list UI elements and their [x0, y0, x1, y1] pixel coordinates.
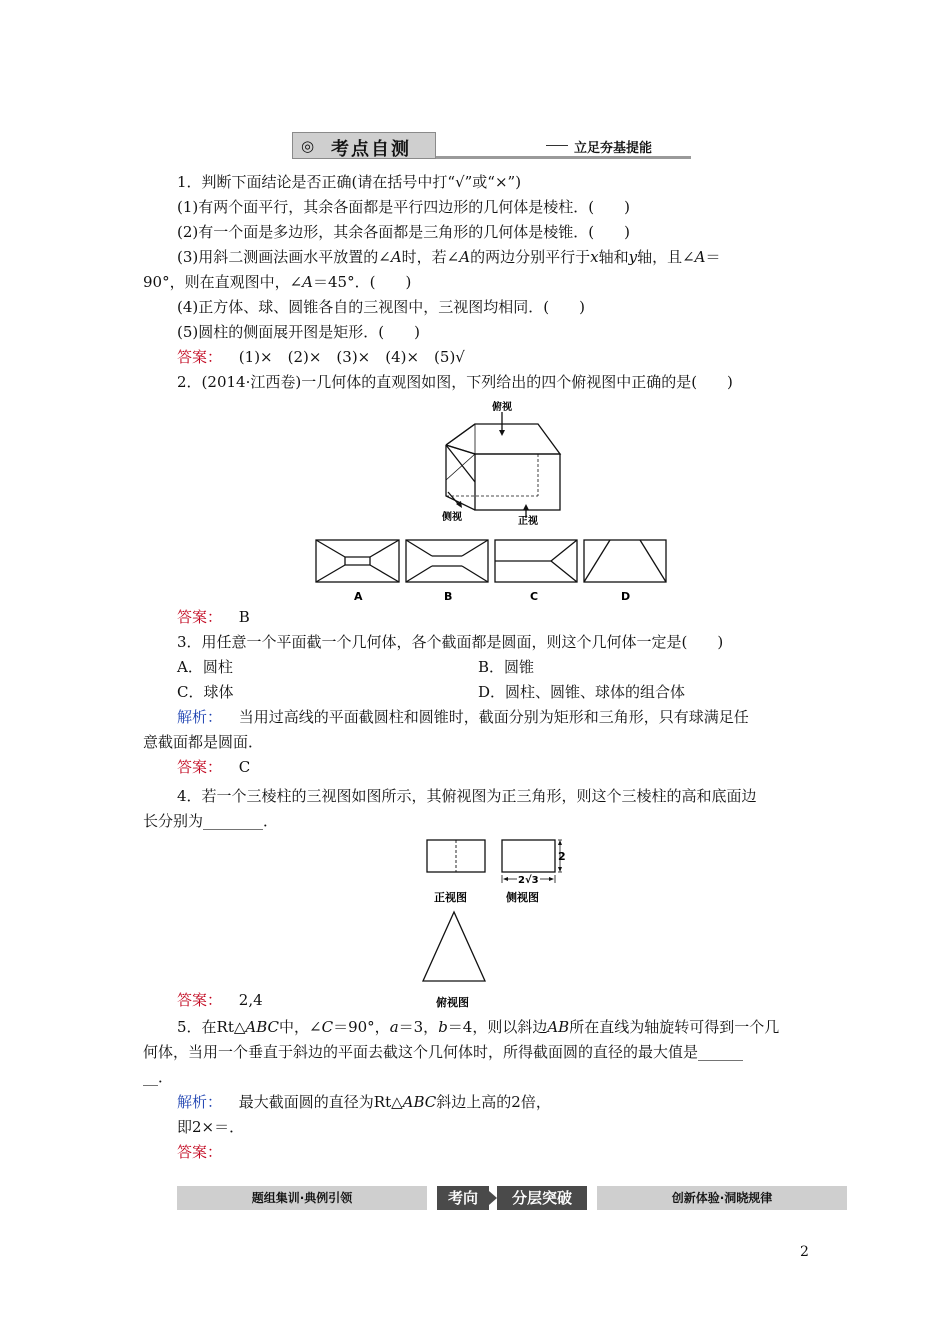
- front-view-label: 正视图: [434, 891, 467, 904]
- q2-stem: 2．(2014·江西卷)一几何体的直观图如图，下列给出的四个俯视图中正确的是( ): [177, 373, 733, 391]
- q4-stem-line-1: 4．若一个三棱柱的三视图如图所示，其俯视图为正三角形，则这个三棱柱的高和底面边: [177, 787, 757, 805]
- option-d-label: D: [621, 590, 631, 603]
- width-label: 2√3: [518, 875, 539, 886]
- fig-label-side: 侧视: [442, 512, 462, 523]
- q3-option-a: A．圆柱: [177, 658, 233, 676]
- double-circle-icon: ◎: [301, 137, 315, 155]
- q1-item-2: (2)有一个面是多边形，其余各面都是三角形的几何体是棱锥．( ): [177, 223, 630, 241]
- q3-analysis-line-2: 意截面都是圆面．: [143, 733, 264, 751]
- q1-stem: 1．判断下面结论是否正确(请在括号中打“√”或“×”): [177, 173, 522, 191]
- footer-tab-left: 题组集训·典例引领: [177, 1186, 427, 1210]
- banner-title-box: [292, 132, 436, 159]
- q3-analysis-text: 当用过高线的平面截圆柱和圆锥时，截面分别为矩形和三角形，只有球满足任: [238, 708, 749, 726]
- q1-item-3-line-2: 90°，则在直观图中，∠A＝45°．( ): [143, 273, 412, 291]
- q5-answer-row: [177, 1142, 222, 1162]
- q2-solid-figure: [420, 400, 570, 526]
- q3-option-c: C．球体: [177, 683, 234, 701]
- q2-answer-row: [177, 607, 250, 627]
- q5-stem-line-2: 何体，当用一个垂直于斜边的平面去截这个几何体时，所得截面圆的直径的最大值是______: [143, 1043, 744, 1061]
- q3-answer-row: [177, 757, 250, 777]
- answer-label: 答案：: [177, 608, 223, 626]
- q1-answer: (1)× (2)× (3)× (4)× (5)√: [238, 348, 465, 366]
- q1-item-5: (5)圆柱的侧面展开图是矩形．( ): [177, 323, 420, 341]
- footer-tab-mid-2: 分层突破: [497, 1186, 587, 1210]
- q5-stem-line-3: __．: [143, 1068, 174, 1086]
- answer-label: 答案：: [177, 348, 223, 366]
- q3-option-d: D．圆柱、圆锥、球体的组合体: [478, 683, 686, 701]
- top-view-label: 俯视图: [436, 996, 469, 1009]
- q3-answer: C: [238, 758, 251, 776]
- q1-item-1: (1)有两个面平行，其余各面都是平行四边形的几何体是棱柱．( ): [177, 198, 630, 216]
- q1-item-4: (4)正方体、球、圆锥各自的三视图中，三视图均相同．( ): [177, 298, 585, 316]
- q5-analysis-line-2: 即2×＝．: [177, 1118, 245, 1136]
- top-view-triangle: [423, 912, 485, 981]
- q5-analysis-text: 最大截面圆的直径为Rt△ABC斜边上高的2倍，: [238, 1093, 551, 1111]
- q5-analysis-row: [177, 1092, 551, 1112]
- banner-dash: [546, 145, 568, 146]
- q4-stem-line-2: 长分别为________．: [143, 812, 279, 830]
- answer-label: 答案：: [177, 758, 223, 776]
- analysis-label: 解析：: [177, 1093, 223, 1111]
- q3-stem: 3．用任意一个平面截一个几何体，各个截面都是圆面，则这个几何体一定是( ): [177, 633, 724, 651]
- option-b-view: [406, 540, 488, 582]
- q2-option-views: [315, 538, 670, 604]
- q1-item-3-line-1: (3)用斜二测画法画水平放置的∠A时，若∠A的两边分别平行于x轴和y轴，且∠A＝: [177, 248, 721, 266]
- page-number: 2: [800, 1244, 809, 1260]
- answer-label: 答案：: [177, 991, 223, 1009]
- fig-label-top: 俯视: [492, 402, 512, 413]
- q3-option-b: B．圆锥: [478, 658, 535, 676]
- analysis-label: 解析：: [177, 708, 223, 726]
- footer-tab-mid-1: 考向: [437, 1186, 489, 1210]
- q4-answer: 2,4: [238, 991, 263, 1009]
- option-b-label: B: [444, 590, 453, 603]
- option-a-view: [316, 540, 399, 582]
- footer-arrow-icon: [489, 1191, 497, 1205]
- answer-label: 答案：: [177, 1143, 223, 1161]
- section-title: 考点自测: [331, 139, 411, 160]
- fig-label-front: 正视: [518, 516, 538, 526]
- height-label: 2: [558, 850, 566, 863]
- side-view-label: 侧视图: [506, 891, 539, 904]
- q4-three-view-figure: [420, 836, 570, 1012]
- q3-analysis-row: [177, 707, 749, 727]
- option-a-label: A: [354, 590, 363, 603]
- q2-answer: B: [238, 608, 250, 626]
- q5-stem-line-1: 5．在Rt△ABC中，∠C＝90°，a＝3，b＝4，则以斜边AB所在直线为轴旋转可得到一个几: [177, 1018, 780, 1036]
- q1-answer-row: [177, 347, 465, 367]
- footer-tab-right: 创新体验·洞晓规律: [597, 1186, 847, 1210]
- q4-answer-row: [177, 990, 263, 1010]
- section-subtitle: 立足夯基提能: [574, 141, 653, 156]
- option-c-label: C: [530, 590, 539, 603]
- side-view-rect: [502, 840, 555, 872]
- section-banner: [292, 132, 692, 160]
